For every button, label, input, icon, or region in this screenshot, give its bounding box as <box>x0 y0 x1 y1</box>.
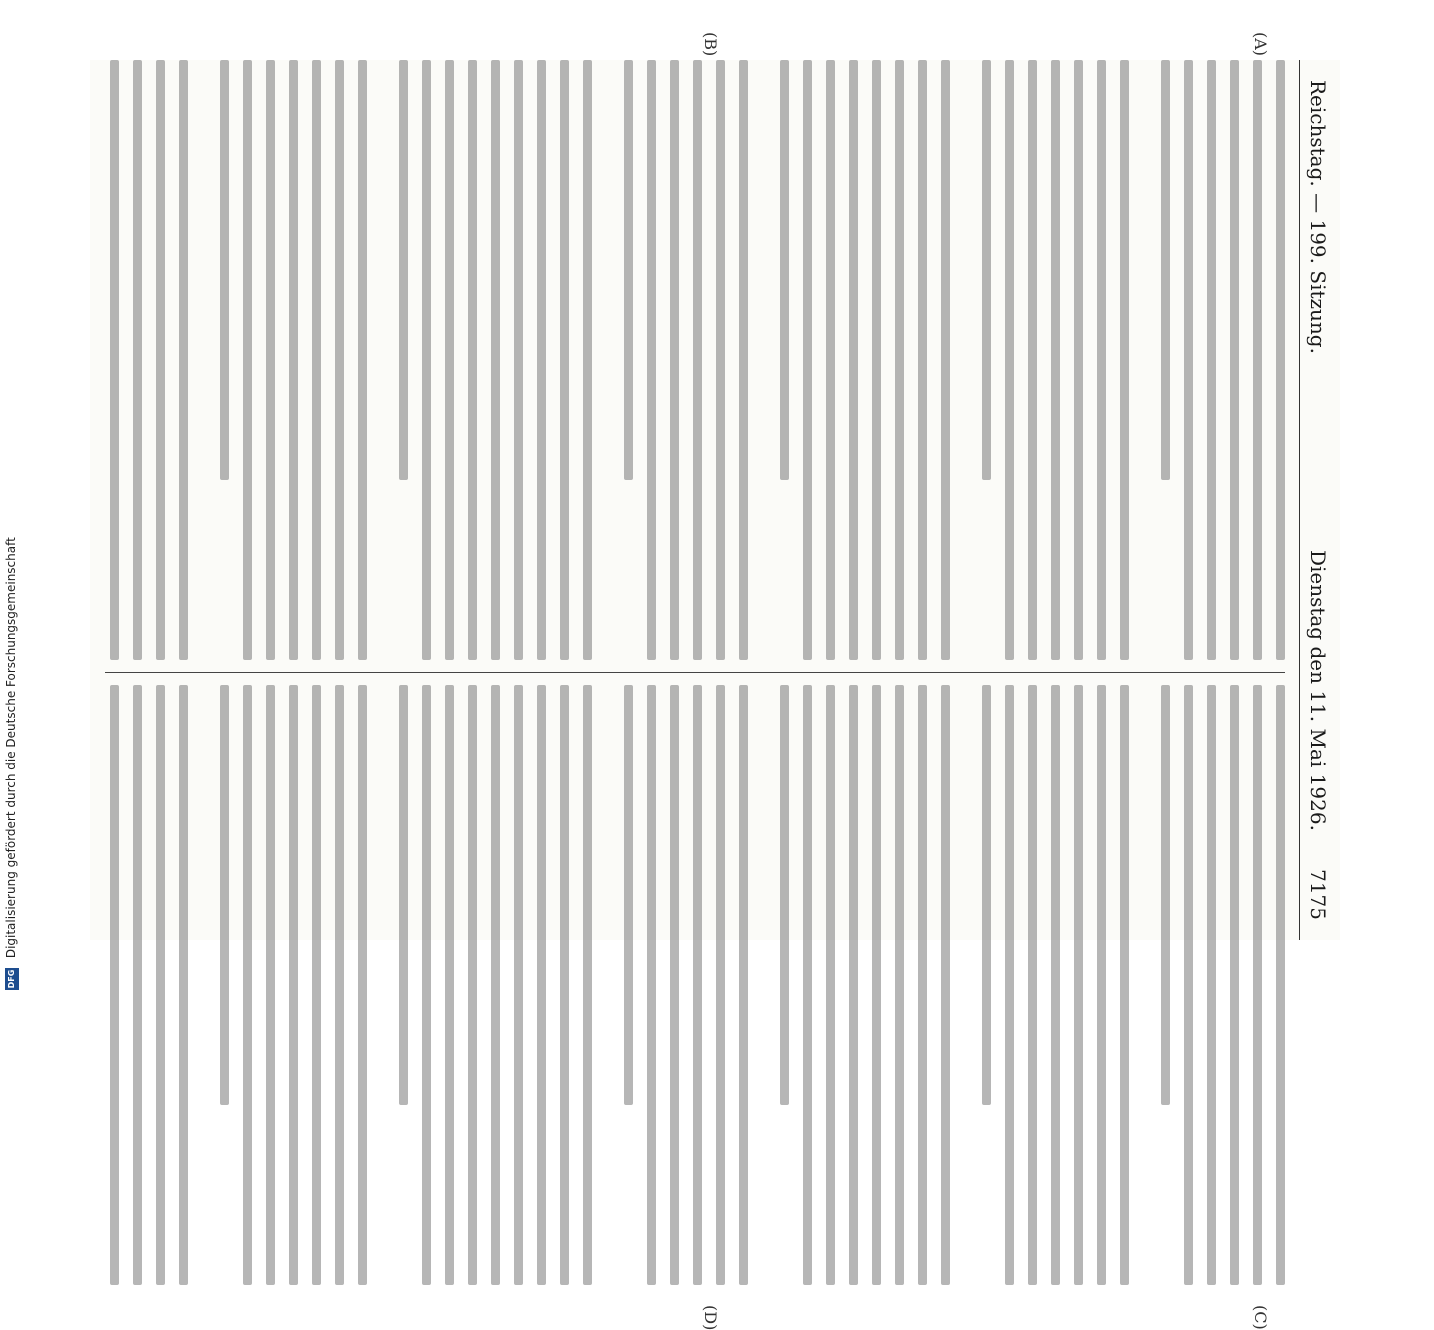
body-text-line <box>1028 685 1037 1285</box>
body-text-line <box>358 60 367 660</box>
body-text-line <box>803 60 812 660</box>
body-text-line <box>133 60 142 660</box>
body-text-line <box>243 685 252 1285</box>
body-text-line <box>422 60 431 660</box>
body-text-line <box>1028 60 1037 660</box>
body-text-line <box>445 685 454 1285</box>
body-text-line <box>1161 685 1170 1105</box>
body-text-line <box>335 685 344 1285</box>
body-text-line <box>716 60 725 660</box>
body-text-line <box>895 685 904 1285</box>
body-text-line <box>624 60 633 480</box>
body-text-line <box>110 685 119 1285</box>
margin-letter-a: (A) <box>1251 32 1270 57</box>
paragraph-gap <box>188 685 206 1285</box>
body-text-line <box>560 685 569 1285</box>
body-text-line <box>514 60 523 660</box>
body-text-line <box>220 685 229 1105</box>
body-text-line <box>670 60 679 660</box>
body-text-line <box>918 60 927 660</box>
body-text-line <box>445 60 454 660</box>
body-text-line <box>803 685 812 1285</box>
body-text-line <box>243 60 252 660</box>
paragraph-gap <box>950 685 968 1285</box>
body-text-line <box>693 60 702 660</box>
paragraph-gap <box>950 60 968 660</box>
body-text-line <box>647 685 656 1285</box>
body-text-line <box>624 685 633 1105</box>
running-head-left: Reichstag. — 199. Sitzung. <box>1306 80 1330 354</box>
paragraph-gap <box>592 60 610 660</box>
body-text-line <box>1120 685 1129 1285</box>
body-text-line <box>312 60 321 660</box>
body-text-line <box>1207 685 1216 1285</box>
body-text-line <box>1097 60 1106 660</box>
margin-letter-c: (C) <box>1251 1305 1270 1330</box>
body-text-line <box>358 685 367 1285</box>
paragraph-gap <box>1129 685 1147 1285</box>
body-text-line <box>537 685 546 1285</box>
body-text-line <box>1051 685 1060 1285</box>
body-text-line <box>1230 60 1239 660</box>
paragraph-gap <box>748 685 766 1285</box>
body-text-line <box>312 685 321 1285</box>
body-text-line <box>422 685 431 1285</box>
credit-text: Digitalisierung gefördert durch die Deutsche Forschungsgemeinschaft <box>4 537 18 959</box>
body-text-line <box>826 685 835 1285</box>
body-text-line <box>716 685 725 1285</box>
body-text-line <box>110 60 119 660</box>
body-text-line <box>872 685 881 1285</box>
body-text-line <box>1097 685 1106 1285</box>
body-text-line <box>133 685 142 1285</box>
body-text-line <box>982 60 991 480</box>
body-text-line <box>1253 60 1262 660</box>
body-text-line <box>491 685 500 1285</box>
body-text-line <box>826 60 835 660</box>
body-text-line <box>179 685 188 1285</box>
body-text-line <box>468 60 477 660</box>
body-text-line <box>895 60 904 660</box>
body-text-line <box>399 685 408 1105</box>
body-text-line <box>537 60 546 660</box>
body-text-line <box>872 60 881 660</box>
body-text-line <box>670 685 679 1285</box>
paragraph-gap <box>367 685 385 1285</box>
body-text-line <box>560 60 569 660</box>
body-text-line <box>1230 685 1239 1285</box>
paragraph-gap <box>592 685 610 1285</box>
paragraph-gap <box>1129 60 1147 660</box>
body-text-line <box>220 60 229 480</box>
body-text-line <box>918 685 927 1285</box>
body-text-line <box>1276 685 1285 1285</box>
body-text-line <box>1005 60 1014 660</box>
margin-letter-d: (D) <box>701 1305 720 1330</box>
body-text-line <box>739 685 748 1285</box>
body-text-line <box>982 685 991 1105</box>
body-text-line <box>1207 60 1216 660</box>
body-text-line <box>156 60 165 660</box>
body-text-line <box>1074 60 1083 660</box>
body-text-line <box>849 685 858 1285</box>
running-head-right <box>1306 550 1330 920</box>
body-text-line <box>941 685 950 1285</box>
body-text-line <box>1184 685 1193 1285</box>
body-text-line <box>289 60 298 660</box>
text-column-left <box>105 60 1285 660</box>
body-text-line <box>583 60 592 660</box>
document-page <box>90 32 1340 1330</box>
running-head-date: Dienstag den 11. Mai 1926. <box>1306 549 1330 831</box>
body-text-line <box>583 685 592 1285</box>
body-text-line <box>780 685 789 1105</box>
running-head <box>1299 60 1340 940</box>
body-text-line <box>468 685 477 1285</box>
body-text-line <box>849 60 858 660</box>
body-text-line <box>266 60 275 660</box>
body-text-line <box>1120 60 1129 660</box>
body-text-line <box>780 60 789 480</box>
column-divider <box>105 672 1285 673</box>
body-text-line <box>739 60 748 660</box>
body-text-line <box>1005 685 1014 1285</box>
body-text-line <box>1276 60 1285 660</box>
body-text-line <box>1184 60 1193 660</box>
paragraph-gap <box>748 60 766 660</box>
body-text-line <box>514 685 523 1285</box>
body-text-line <box>1051 60 1060 660</box>
digitization-credit <box>4 537 19 990</box>
body-text-line <box>491 60 500 660</box>
body-text-line <box>693 685 702 1285</box>
body-text-line <box>941 60 950 660</box>
page-number: 7175 <box>1306 869 1330 920</box>
text-column-right <box>105 685 1285 1285</box>
body-text-line <box>399 60 408 480</box>
body-text-line <box>1074 685 1083 1285</box>
body-text-line <box>1253 685 1262 1285</box>
body-text-line <box>647 60 656 660</box>
body-text-line <box>289 685 298 1285</box>
body-text-line <box>1161 60 1170 480</box>
body-text-line <box>179 60 188 660</box>
paragraph-gap <box>188 60 206 660</box>
dfg-logo-icon: DFG <box>5 968 19 990</box>
body-text-line <box>266 685 275 1285</box>
body-text-line <box>335 60 344 660</box>
margin-letter-b: (B) <box>701 32 720 57</box>
body-text-line <box>156 685 165 1285</box>
paragraph-gap <box>367 60 385 660</box>
